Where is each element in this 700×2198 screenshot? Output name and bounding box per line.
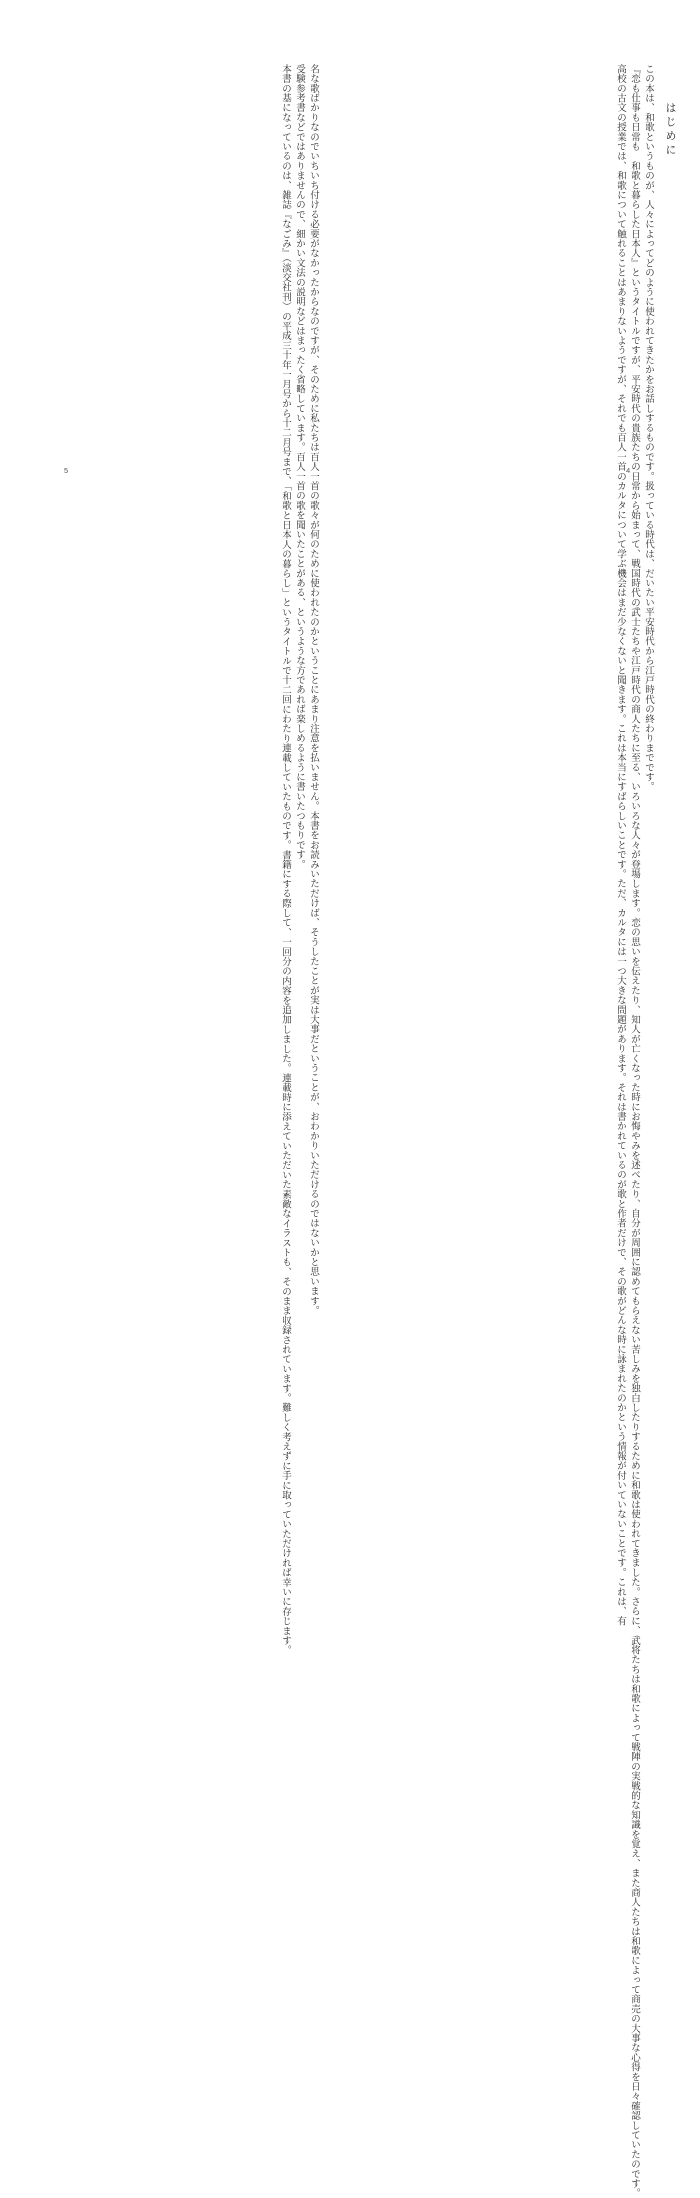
left-page-body — [278, 64, 320, 1655]
page-number-left: 5 — [64, 466, 69, 475]
left-paragraph-2: 受験参考書などではありませんので、細かい文法の説明などはまったく省略しています。百人一首の歌を聞いたことがある、というような方であれば楽しめるように書いたつもりです。 — [294, 64, 305, 870]
right-paragraph-3: 高校の古文の授業では、和歌について触れることはあまりないようですが、それでも百人一首のカルタについて学ぶ機会はまだ少なくないと聞きます。これは本当にすばらしいことです。ただ、カルタには一つ大きな問題があります。それは書かれているのが歌と作者だけで、その歌がどんな時に詠まれたのかという情報が付いていないことです。これは、有 — [615, 64, 626, 1626]
left-paragraph-1: 名な歌ばかりなのでいちいち付ける必要がなかったからなのですが、そのために私たちは百人一首の歌々が何のために使われたのかということにあまり注意を払いません。本書をお読みいただけば、そうしたことが実は大事だということが、おわかりいただけるのではないかと思います。 — [308, 64, 319, 1316]
page-number-right: 4 — [626, 466, 631, 475]
right-page — [350, 0, 700, 2198]
chapter-title: はじめに — [664, 102, 677, 158]
right-paragraph-1: この本は、和歌というものが、人々によってどのように使われてきたかをお話しするものです。扱っている時代は、だいたい平安時代から江戸時代の終わりまでです。 — [643, 64, 654, 792]
left-paragraph-3: 本書の基になっているのは、雑誌『なごみ』（淡交社刊）の平成三十年一月号から十二月号まで、「和歌と日本人の暮らし」というタイトルで十二回にわたり連載していたものです。書籍にする際して、一回分の内容を追加しました。連載時に添えていただいた素敵なイラストも、そのまま収録されています。難しく考えずに手に取っていただければ幸いに存じます。 — [280, 64, 291, 1655]
right-page-body — [613, 64, 655, 2198]
left-page — [0, 0, 350, 1655]
right-paragraph-2: 『恋も仕事も日常も 和歌と暮らした日本人』というタイトルですが、平安時代の貴族たちの日常から始まって、戦国時代の武士たちや江戸時代の商人たちに至る、いろいろな人々が登場します。恋の思いを伝えたり、知人が亡くなった時にお悔やみを述べたり、自分が周囲に認めてもらえない苦しみを独白したりするために和歌は使われてきました。さらに、武将たちは和歌によって戦陣の実戦的な知識を覚え、また商人たちは和歌によって商売の大事な心得を日々確認していたのです。 — [629, 64, 640, 2198]
